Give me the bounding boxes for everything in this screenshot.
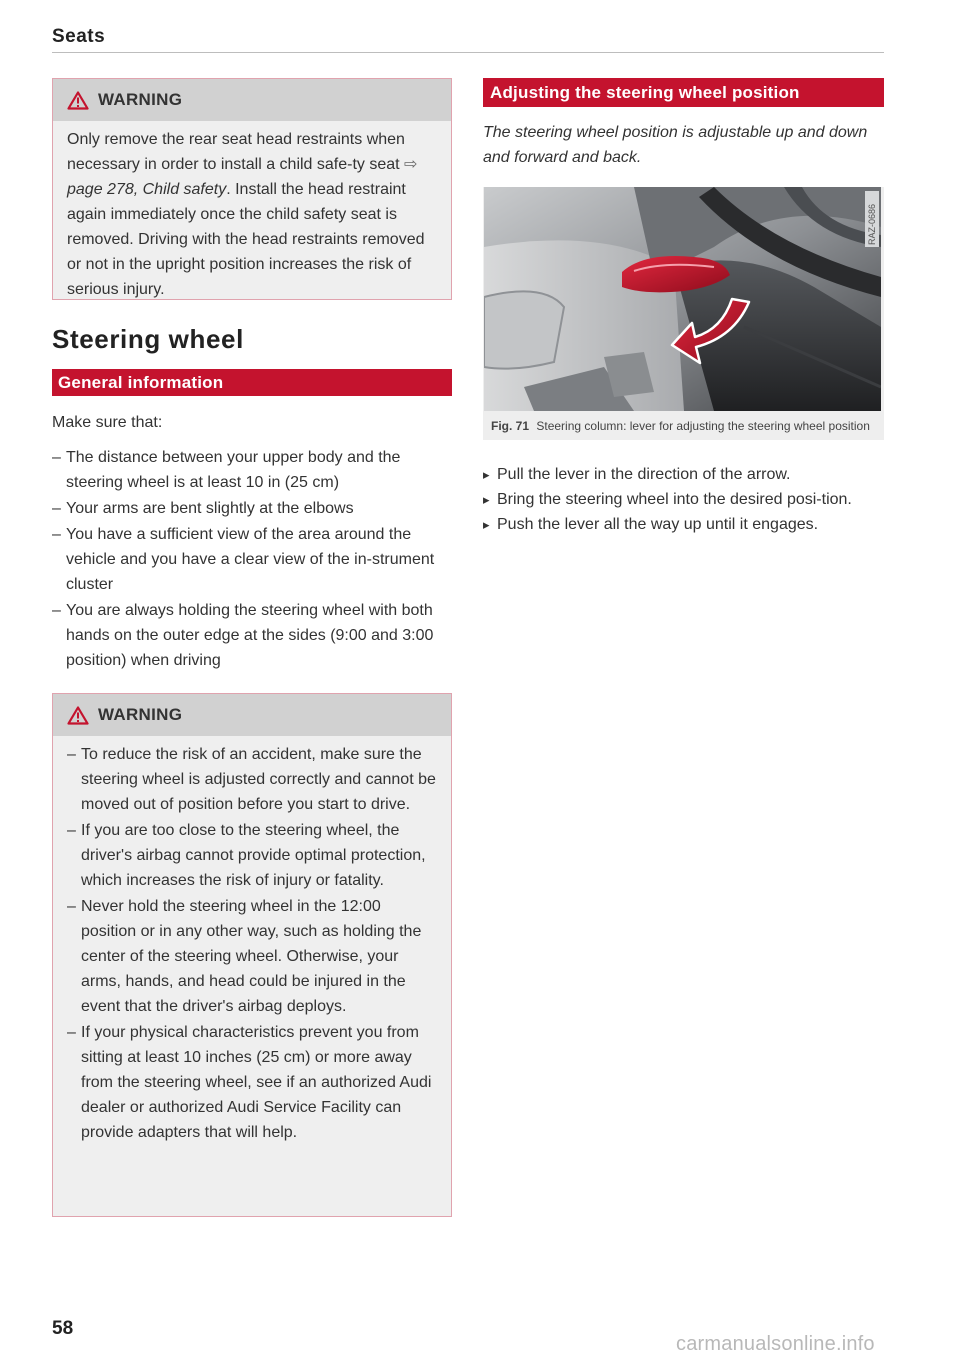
procedure-steps [483, 462, 884, 537]
warning-box-head-restraints [52, 78, 452, 300]
warning-triangle-icon [67, 91, 89, 110]
page-number: 58 [52, 1318, 74, 1339]
warning-label: WARNING [98, 705, 183, 724]
list-item: – You are always holding the steering wheel with both hands on the outer edge at the sides (9:00 and 3:00 position) when driving [52, 598, 452, 673]
right-column [483, 78, 884, 537]
adjust-intro: The steering wheel position is adjustable up and down and forward and back. [483, 124, 868, 166]
intro-text: Make sure that: [52, 414, 163, 431]
list-item: – Never hold the steering wheel in the 12:00 position or in any other way, such as holding the center of the steering wheel. Otherwise, your arms, hands, and head could be injured in the event that the driver's airbag deploys. [67, 894, 437, 1019]
warning-text-before: Only remove the rear seat head restraints when necessary in order to install a child safe-ty seat [67, 131, 405, 173]
step-item: ▸ Pull the lever in the direction of the arrow. [483, 462, 884, 487]
list-item: – To reduce the risk of an accident, make sure the steering wheel is adjusted correctly and cannot be moved out of position before you start to drive. [67, 742, 437, 817]
figure-71 [483, 187, 884, 440]
warning-box-steering [52, 693, 452, 1217]
watermark: carmanualsonline.info [676, 1333, 875, 1355]
steering-column-lever-illustration [484, 187, 881, 411]
step-item: ▸ Bring the steering wheel into the desired posi-tion. [483, 487, 884, 512]
warning-body [53, 736, 451, 1154]
warning-label: WARNING [98, 90, 183, 109]
list-item: – Your arms are bent slightly at the elbows [52, 496, 452, 521]
warning-text-after: . Install the head restraint again immediately once the child safety seat is removed. Driving with the head restraints removed or not in the upright position increases the risk of serious injury. [67, 181, 425, 298]
left-column [52, 78, 452, 1217]
warning-body [53, 121, 451, 310]
checklist [52, 445, 452, 673]
figure-code: RAZ-0686 [867, 203, 877, 245]
section-title: Steering wheel [52, 324, 244, 354]
xref-arrow-icon: ⇨ [404, 156, 418, 173]
warning-header [53, 694, 451, 736]
page-header-title: Seats [52, 26, 106, 47]
header-divider [52, 52, 884, 53]
subsection-heading-adjusting: Adjusting the steering wheel position [483, 78, 884, 107]
figure-caption-text: Steering column: lever for adjusting the steering wheel position [536, 419, 870, 433]
warning-triangle-icon [67, 706, 89, 725]
cross-reference-link[interactable]: page 278, Child safety [67, 181, 227, 198]
list-item: – You have a sufficient view of the area around the vehicle and you have a clear view of the in-strument cluster [52, 522, 452, 597]
figure-label: Fig. 71 [491, 419, 530, 433]
warning-list [67, 742, 437, 1145]
figure-caption [483, 411, 884, 440]
list-item: – If your physical characteristics prevent you from sitting at least 10 inches (25 cm) or more away from the steering wheel, see if an authorized Audi dealer or authorized Audi Service Facility can provide adapters that will help. [67, 1020, 437, 1145]
warning-header [53, 79, 451, 121]
list-item: – If you are too close to the steering wheel, the driver's airbag cannot provide optimal protection, which increases the risk of injury or fatality. [67, 818, 437, 893]
list-item: – The distance between your upper body and the steering wheel is at least 10 in (25 cm) [52, 445, 452, 495]
step-item: ▸ Push the lever all the way up until it engages. [483, 512, 884, 537]
subsection-heading-general: General information [52, 369, 452, 396]
